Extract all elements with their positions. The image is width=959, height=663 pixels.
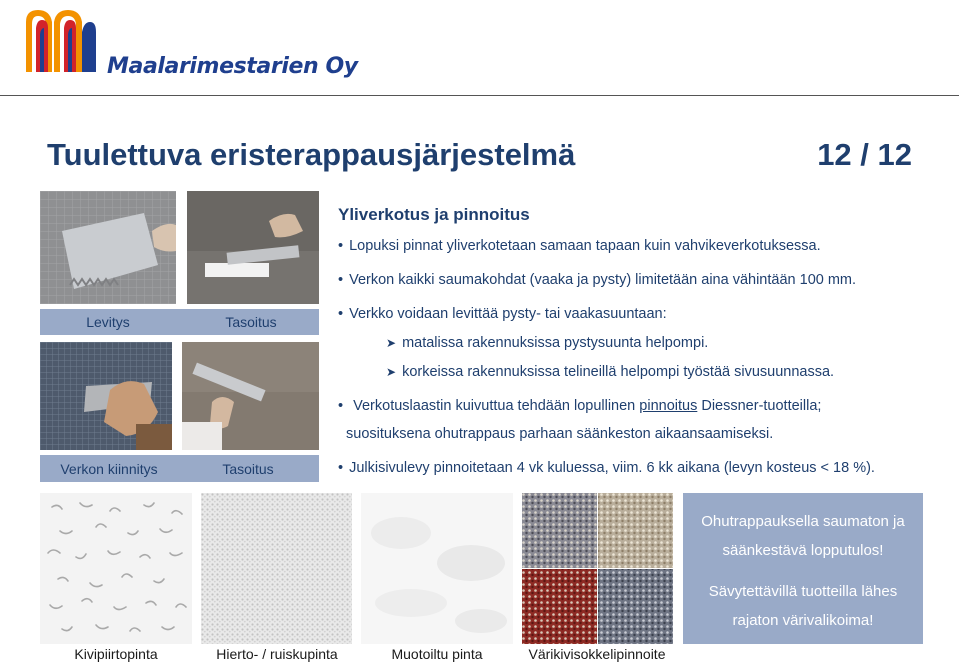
arrow-icon: ➤ — [386, 365, 397, 379]
slide-title: Tuulettuva eristerappausjärjestelmä — [47, 137, 576, 172]
page-number: 12 / 12 — [817, 137, 912, 172]
caption-tasoitus-bottom: Tasoitus — [222, 460, 274, 477]
bullet-4 — [338, 398, 821, 414]
sub-bullet-1 — [386, 335, 708, 351]
section-title: Yliverkotus ja pinnoitus — [338, 205, 530, 224]
caption-verkon-kiinnitys: Verkon kiinnitys — [60, 460, 158, 477]
bullet-4-continued: suosituksena ohutrappaus parhaan säänkeston aikaansaamiseksi. — [346, 426, 774, 442]
label-varikivisokkelipinnoite: Värikivisokkelipinnoite — [528, 646, 666, 662]
note-line-4: rajaton värivalikoima! — [732, 612, 874, 629]
sub-bullet-1-text: matalissa rakennuksissa pystysuunta helpompi. — [402, 335, 709, 351]
bullet-1: • Lopuksi pinnat yliverkotetaan samaan tapaan kuin vahvikeverkotuksessa. — [338, 238, 821, 254]
caption-bar-bottom — [40, 455, 319, 482]
note-line-2: säänkestävä lopputulos! — [722, 542, 884, 559]
label-hierto-ruiskupinta: Hierto- / ruiskupinta — [216, 646, 338, 662]
texture-muotoiltu-pinta — [361, 493, 513, 644]
photo-tasoitus-bottom — [182, 342, 319, 450]
highlight-note — [683, 493, 923, 644]
label-kivipiirtopinta: Kivipiirtopinta — [74, 646, 158, 662]
photo-levitys — [40, 191, 176, 304]
bullet-4-post: Diessner-tuotteilla; — [697, 398, 822, 414]
note-line-3: Sävytettävillä tuotteilla lähes — [708, 583, 898, 600]
texture-varikivisokkelipinnoite — [522, 493, 673, 644]
texture-hierto-ruiskupinta — [201, 493, 352, 644]
header-divider — [0, 95, 959, 96]
bullet-2: • Verkon kaikki saumakohdat (vaaka ja pysty) limitetään aina vähintään 100 mm. — [338, 272, 856, 288]
caption-bar-top — [40, 309, 319, 335]
bullet-3: • Verkko voidaan levittää pysty- tai vaakasuuntaan: — [338, 306, 667, 322]
note-line-1: Ohutrappauksella saumaton ja — [701, 513, 905, 530]
photo-verkon-kiinnitys — [40, 342, 172, 450]
sub-bullet-2-text: korkeissa rakennuksissa telineillä helpompi työstää sivusuunnassa. — [402, 364, 835, 380]
photo-tasoitus-top — [187, 191, 319, 304]
bullet-5: • Julkisivulevy pinnoitetaan 4 vk kuluessa, viim. 6 kk aikana (levyn kosteus < 18 %). — [338, 460, 875, 476]
logo-mark-icon — [24, 4, 100, 74]
caption-levitys: Levitys — [86, 314, 130, 330]
company-logo — [24, 4, 358, 84]
arrow-icon: ➤ — [386, 336, 397, 350]
bullet-4-pre: Verkotuslaastin kuivuttua tehdään lopullinen — [353, 398, 640, 414]
texture-kivipiirtopinta — [40, 493, 192, 644]
company-name: Maalarimestarien Oy — [107, 54, 358, 79]
label-muotoiltu-pinta: Muotoiltu pinta — [391, 646, 483, 662]
caption-tasoitus-top: Tasoitus — [225, 314, 277, 330]
pinnoitus-link[interactable]: pinnoitus — [639, 398, 698, 414]
sub-bullet-2 — [386, 364, 834, 380]
